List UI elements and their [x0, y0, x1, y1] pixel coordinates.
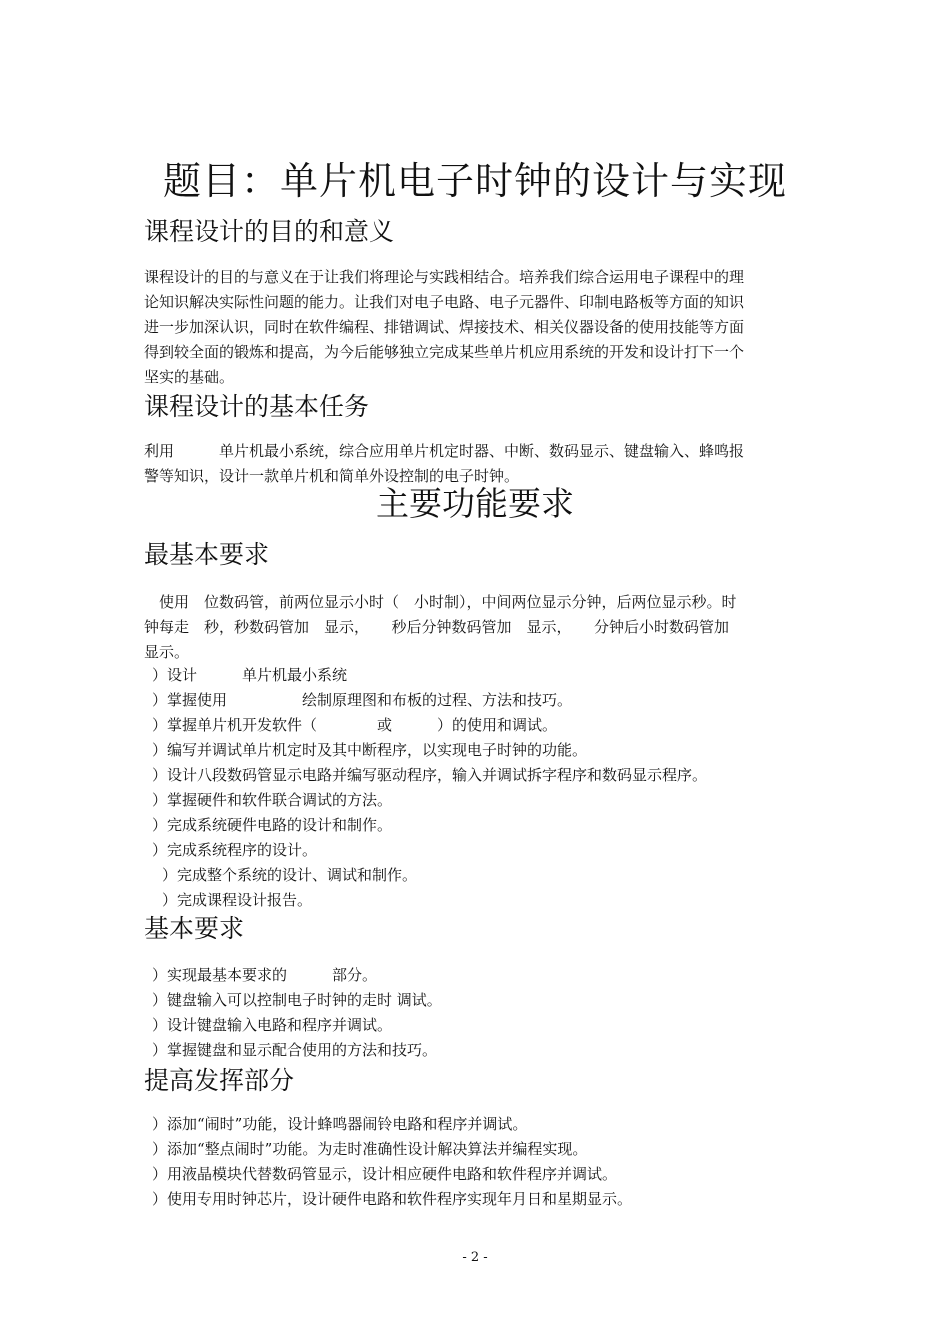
list-item: ）掌握单片机开发软件（ 或 ）的使用和调试。	[152, 716, 558, 734]
list-item: ）添加“整点闹时”功能。为走时准确性设计解决算法并编程实现。	[152, 1140, 588, 1158]
paragraph-line: 显示。	[144, 643, 190, 661]
paragraph-line: 钟每走 秒，秒数码管加 显示， 秒后分钟数码管加 显示， 分钟后小时数码管加	[144, 618, 730, 636]
list-item: ）用液晶模块代替数码管显示，设计相应硬件电路和软件程序并调试。	[152, 1165, 618, 1183]
list-item: ）掌握键盘和显示配合使用的方法和技巧。	[152, 1041, 438, 1059]
section-heading-purpose: 课程设计的目的和意义	[144, 217, 395, 246]
most-basic-paragraph	[144, 590, 810, 665]
paragraph-line: 坚实的基础。	[144, 368, 235, 386]
list-item: ）完成课程设计报告。	[162, 891, 313, 909]
page-number: - 2 -	[462, 1250, 488, 1265]
section-heading-advanced: 提高发挥部分	[144, 1066, 295, 1095]
document-title: 题目：单片机电子时钟的设计与实现	[162, 159, 787, 203]
list-item: ）掌握硬件和软件联合调试的方法。	[152, 791, 393, 809]
list-item: ）实现最基本要求的 部分。	[152, 966, 378, 984]
list-item: ）设计键盘输入电路和程序并调试。	[152, 1016, 393, 1034]
paragraph-line: 进一步加深认识，同时在软件编程、排错调试、焊接技术、相关仪器设备的使用技能等方面	[144, 318, 745, 336]
paragraph-line: 论知识解决实际性问题的能力。让我们对电子电路、电子元器件、印制电路板等方面的知识	[144, 293, 745, 311]
purpose-paragraph	[144, 265, 810, 390]
list-item: ）键盘输入可以控制电子时钟的走时 调试。	[152, 991, 442, 1009]
paragraph-line: 得到较全面的锻炼和提高，为今后能够独立完成某些单片机应用系统的开发和设计打下一个	[144, 343, 745, 361]
list-item: ）编写并调试单片机定时及其中断程序，以实现电子时钟的功能。	[152, 741, 588, 759]
list-item: ）完成系统硬件电路的设计和制作。	[152, 816, 393, 834]
list-item: ）设计 单片机最小系统	[152, 666, 348, 684]
list-item: ）完成整个系统的设计、调试和制作。	[162, 866, 418, 884]
list-item: ）完成系统程序的设计。	[152, 841, 318, 859]
list-item: ）设计八段数码管显示电路并编写驱动程序，输入并调试拆字程序和数码显示程序。	[152, 766, 708, 784]
paragraph-line: 利用 单片机最小系统，综合应用单片机定时器、中断、数码显示、键盘输入、蜂鸣报	[144, 442, 745, 460]
list-item: ）添加“闹时”功能，设计蜂鸣器闹铃电路和程序并调试。	[152, 1115, 528, 1133]
paragraph-line: 警等知识，设计一款单片机和简单外设控制的电子时钟。	[144, 467, 520, 485]
section-heading-most-basic: 最基本要求	[144, 540, 270, 569]
paragraph-line: 课程设计的目的与意义在于让我们将理论与实践相结合。培养我们综合运用电子课程中的理	[144, 268, 745, 286]
section-heading-tasks: 课程设计的基本任务	[144, 392, 370, 421]
list-item: ）掌握使用 绘制原理图和布板的过程、方法和技巧。	[152, 691, 573, 709]
list-item: ）使用专用时钟芯片，设计硬件电路和软件程序实现年月日和星期显示。	[152, 1190, 633, 1208]
paragraph-line: 使用 位数码管，前两位显示小时（ 小时制），中间两位显示分钟，后两位显示秒。时	[144, 593, 737, 611]
main-requirements-heading: 主要功能要求	[376, 484, 574, 523]
section-heading-basic: 基本要求	[144, 914, 245, 943]
